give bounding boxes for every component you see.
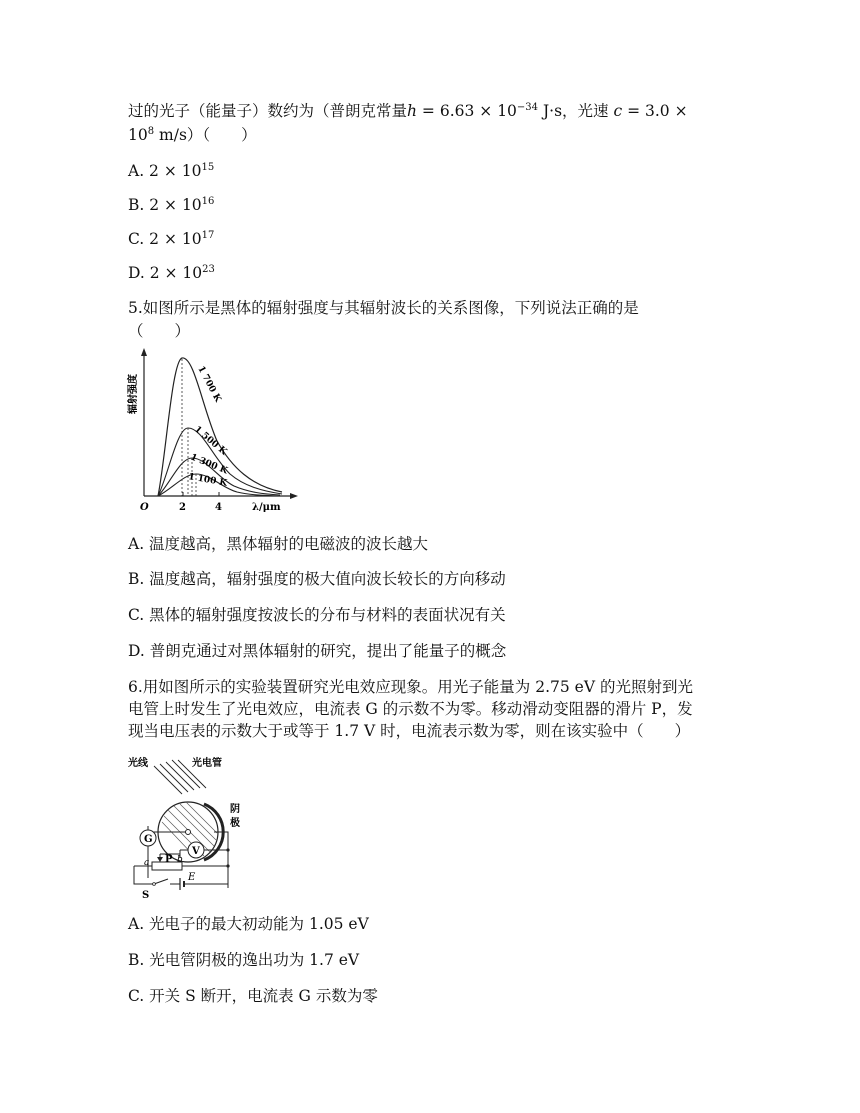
tick-label-2: 2 [179,502,186,513]
q5-option-d: D. 普朗克通过对黑体辐射的研究，提出了能量子的概念 [128,642,507,660]
light-speed-exponent: 8 [147,126,155,137]
curve-label-1500k: 1 500 K [192,424,229,458]
cathode-label-2: 极 [230,818,240,829]
tube-label: 光电管 [192,758,222,769]
anode [186,830,191,835]
q4-option-b-exponent: 16 [201,196,215,207]
q6-stem-line2: 电管上时发生了光电效应，电流表 G 的示数不为零。移动滑动变阻器的滑片 P，发 [128,700,693,718]
end-a-label: a [144,858,150,868]
q6-option-c: C. 开关 S 断开，电流表 G 示数为零 [128,987,378,1005]
galvanometer-label: G [144,834,153,845]
q4-stem-line2 [128,124,257,146]
q4-option-a-label: A. 2 × 10 [128,162,202,180]
y-axis-arrow [141,348,147,356]
switch-label: S [142,890,150,900]
q6-stem-line1: 6.用如图所示的实验装置研究光电效应现象。用光子能量为 2.75 eV 的光照射到光 [128,678,693,696]
slider-label: P [165,854,173,865]
curve-label-1700k: 1 700 K [195,364,223,404]
q6-option-b: B. 光电管阴极的逸出功为 1.7 eV [128,951,360,969]
planck-unit: J·s，光速 [538,102,614,120]
q6-option-a: A. 光电子的最大初动能为 1.05 eV [128,915,369,933]
photoelectric-circuit-figure [124,754,274,900]
light-speed-unit: m/s）（ ） [154,126,257,144]
q4-option-a-exponent: 15 [201,162,215,173]
end-b-label: b [177,855,183,865]
q4-option-c [128,228,214,250]
q4-option-b-label: B. 2 × 10 [128,196,202,214]
q4-option-c-label: C. 2 × 10 [128,230,202,248]
blackbody-figure [122,346,302,516]
planck-symbol: h [407,102,417,120]
q5-stem-line1: 5.如图所示是黑体的辐射强度与其辐射波长的关系图像，下列说法正确的是 [128,299,639,317]
curve-label-1100k: 1 100 K [187,472,228,489]
curve-label-1300k: 1 300 K [188,452,229,477]
q4-option-c-exponent: 17 [201,230,215,241]
q5-stem-line2: （ ） [128,322,191,340]
planck-value: = 6.63 × 10 [417,102,517,120]
origin-label: O [140,502,149,513]
wire-bottom-left [134,866,154,884]
switch-pivot [153,883,156,886]
q5-option-a: A. 温度越高，黑体辐射的电磁波的波长越大 [128,535,429,553]
x-axis-arrow [290,493,298,499]
q4-option-a [128,160,214,182]
junction-right [226,848,229,851]
light-speed-symbol: c [613,102,623,120]
q4-option-b [128,194,214,216]
light-label: 光线 [128,758,148,769]
q4-stem-line1 [128,100,688,122]
light-speed-base: 10 [128,126,148,144]
q5-option-c: C. 黑体的辐射强度按波长的分布与材料的表面状况有关 [128,606,506,624]
slider-arrow [157,857,163,862]
q6-stem-line3: 现当电压表的示数大于或等于 1.7 V 时，电流表示数为零，则在该实验中（ ） [128,722,691,740]
x-axis-label: λ/μm [252,502,281,513]
voltmeter-label: V [192,846,200,857]
q4-option-d-label: D. 2 × 10 [128,264,203,282]
cathode-label-1: 阴 [230,804,240,815]
light-speed-value: = 3.0 × [622,102,688,120]
tick-label-4: 4 [215,502,222,513]
q4-option-d-exponent: 23 [202,264,215,275]
q4-option-d [128,262,215,284]
q5-option-b: B. 温度越高，辐射强度的极大值向波长较长的方向移动 [128,570,506,588]
q4-stem-text: 过的光子（能量子）数约为（普朗克常量 [128,102,408,120]
planck-exponent: −34 [516,102,539,113]
y-axis-label: 辐射强度 [128,374,139,414]
switch [154,879,168,884]
battery-label: E [188,872,196,883]
